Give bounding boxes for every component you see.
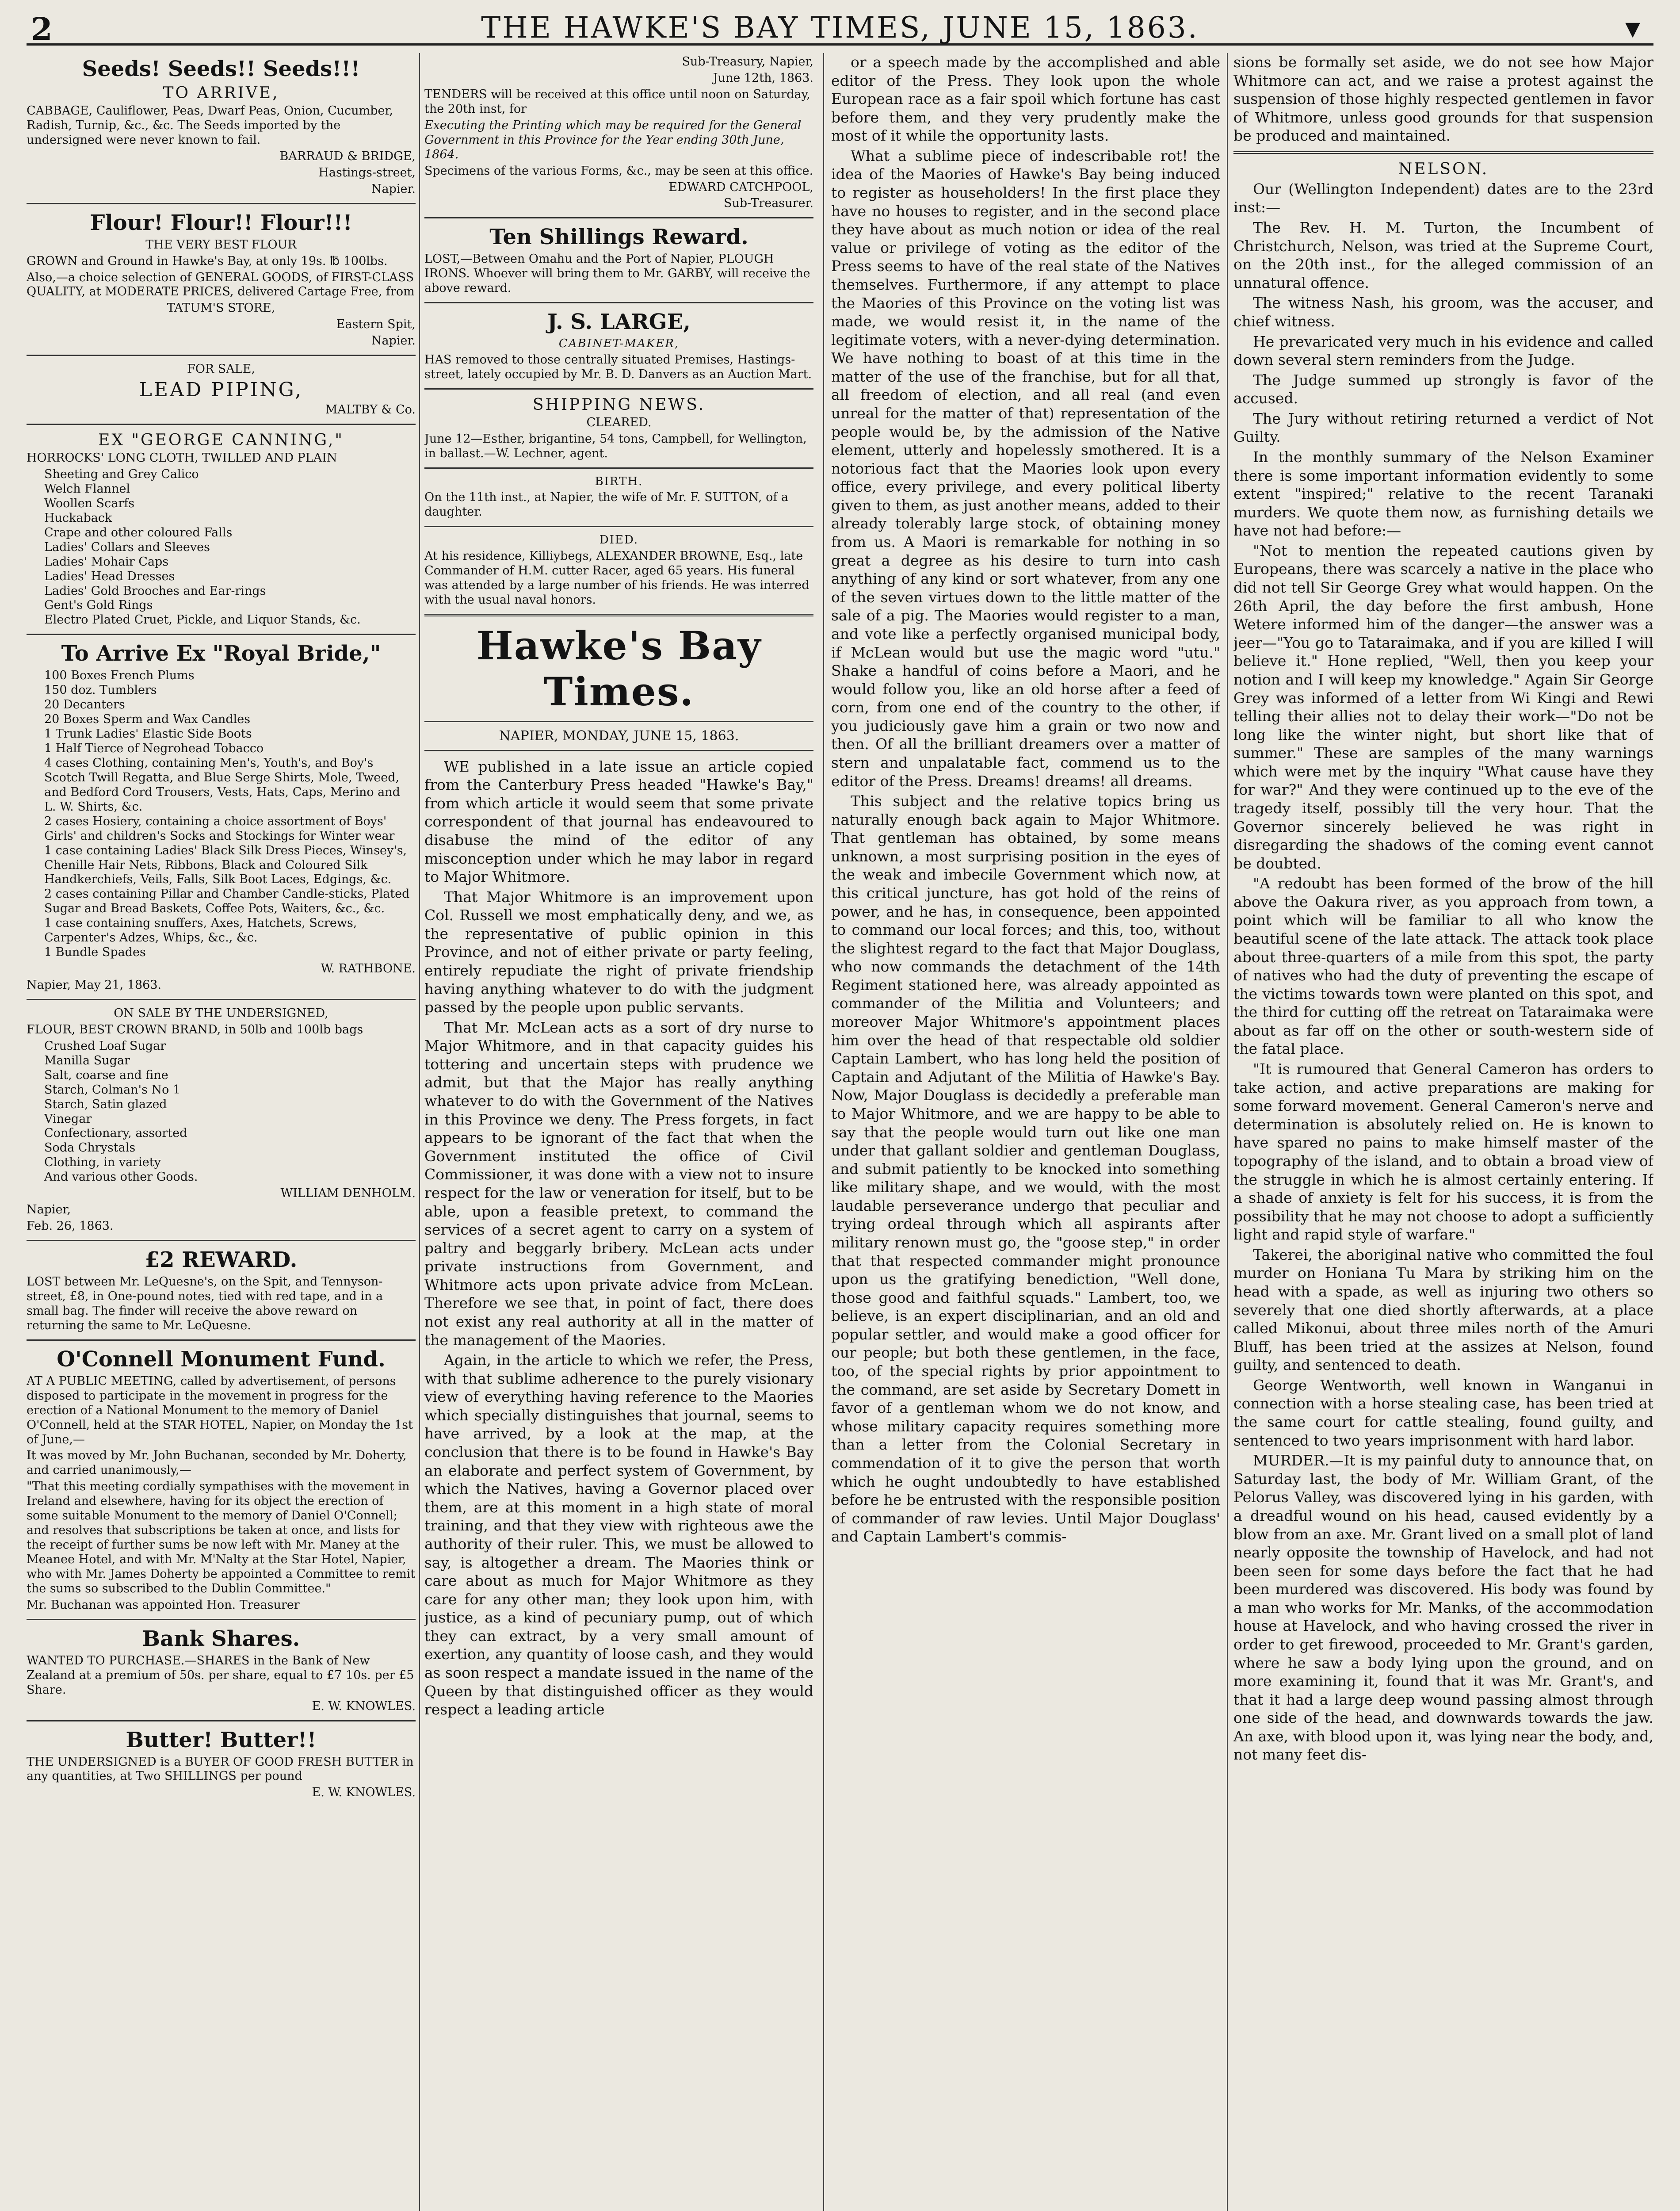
divider xyxy=(424,388,813,390)
ad-address: Hastings-street, xyxy=(318,165,416,180)
divider xyxy=(424,302,813,303)
ad-body: WANTED TO PURCHASE.—SHARES in the Bank of New Zealand at a premium of 50s. per share, equal to £7 10s. per £5 Share. xyxy=(27,1653,414,1697)
corner-arrow-icon: ▼ xyxy=(1625,18,1640,40)
list-item: Starch, Colman's No 1 xyxy=(44,1083,181,1097)
list-item: Salt, coarse and fine xyxy=(44,1068,168,1082)
banner-title: Hawke's Bay Times. xyxy=(476,622,762,715)
divider xyxy=(27,1720,416,1721)
ad-flour xyxy=(27,210,416,349)
list-item: Sheeting and Grey Calico xyxy=(44,467,199,481)
ad-body: AT A PUBLIC MEETING, called by advertisement, of persons disposed to participate in the movement in progress for the erection of a National Monument to the memory of Daniel O'Connell, held at the STAR HOTEL, Napier, on Monday the 1st of June,— xyxy=(27,1374,413,1446)
ad-seeds xyxy=(27,57,416,197)
article-paragraph: He prevaricated very much in his evidence and called down several stern reminders from the Judge. xyxy=(1233,333,1653,369)
ad-butter xyxy=(27,1728,416,1801)
ad-body: Executing the Printing which may be required for the General Government in this Province for the Year ending 30th June, 1864. xyxy=(424,118,802,161)
column-1 xyxy=(27,53,416,2211)
ad-heading: ON SALE BY THE UNDERSIGNED, xyxy=(114,1006,328,1020)
notice-body: At his residence, Killiybegs, ALEXANDER BROWNE, Esq., late Commander of H.M. cutter Racer, aged 65 years. His funeral was attended by a large number of his friends. He was interred with the usual naval honors. xyxy=(424,549,809,607)
ad-royal-bride xyxy=(27,641,416,993)
divider xyxy=(27,1339,416,1341)
list-item: Ladies' Mohair Caps xyxy=(44,555,169,569)
divider xyxy=(27,1240,416,1241)
dateline: NAPIER, MONDAY, JUNE 15, 1863. xyxy=(499,728,739,744)
ad-heading: J. S. LARGE, xyxy=(547,310,691,335)
ad-body: Mr. Buchanan was appointed Hon. Treasurer xyxy=(27,1598,300,1612)
column-rule xyxy=(823,53,824,2211)
article-paragraph: or a speech made by the accomplished and able editor of the Press. They look upon the whole European race as a fair spoil which fortune has cast before them, and they very prudently make the most of it while the opportunity lasts. xyxy=(831,54,1220,145)
list-item: 4 cases Clothing, containing Men's, Youth's, and Boy's Scotch Twill Regatta, and Blue Serge Shirts, Mole, Tweed, and Bedford Cord Trousers, Vests, Hats, Caps, Merino and L. W. Shirts, &c. xyxy=(44,756,400,814)
column-3 xyxy=(831,53,1220,2211)
divider xyxy=(27,1619,416,1620)
ad-denholm xyxy=(27,1006,416,1234)
ad-heading: Bank Shares. xyxy=(142,1626,300,1651)
article-paragraph: WE published in a late issue an article copied from the Canterbury Press headed "Hawke's Bay," from which article it would seem that some private correspondent of that journal has endeavoured to disabuse the mind of the editor of any misconception under which he may labor in regard to Major Whitmore. xyxy=(424,757,813,886)
divider xyxy=(424,721,813,722)
list-item: Ladies' Collars and Sleeves xyxy=(44,540,210,554)
ad-heading: EX "GEORGE CANNING," xyxy=(98,431,344,450)
section-body: June 12—Esther, brigantine, 54 tons, Campbell, for Wellington, in ballast.—W. Lechner, agent. xyxy=(424,432,807,460)
divider xyxy=(424,750,813,751)
ad-body: LOST,—Between Omahu and the Port of Napier, PLOUGH IRONS. Whoever will bring them to Mr. GARBY, will receive the above reward. xyxy=(424,252,810,295)
list-item: Starch, Satin glazed xyxy=(44,1097,167,1111)
ad-ten-shillings xyxy=(424,225,813,296)
shipping-news xyxy=(424,396,813,461)
birth-notice xyxy=(424,475,813,520)
divider xyxy=(424,467,813,469)
ad-date: June 12th, 1863. xyxy=(713,71,813,85)
ad-heading: Butter! Butter!! xyxy=(126,1727,317,1752)
ad-subheading: FOR SALE, xyxy=(187,362,255,376)
list-item: 150 doz. Tumblers xyxy=(44,683,157,697)
ad-office: Sub-Treasury, Napier, xyxy=(682,55,813,69)
item-list xyxy=(27,1039,416,1185)
ad-tender xyxy=(424,55,813,211)
article-paragraph: In the monthly summary of the Nelson Examiner there is some important information evidently to some extent "inspired;" relative to the recent Taranaki murders. We quote them now, as furnishing details we have not had before:— xyxy=(1233,448,1653,539)
item-list xyxy=(27,669,416,960)
ad-signature: E. W. KNOWLES. xyxy=(312,1699,416,1713)
ad-heading: Seeds! Seeds!! Seeds!!! xyxy=(82,57,360,81)
page-title: THE HAWKE'S BAY TIMES, JUNE 15, 1863. xyxy=(481,11,1199,45)
list-item: Confectionary, assorted xyxy=(44,1126,187,1140)
masthead xyxy=(27,8,1653,46)
ad-oconnell-fund xyxy=(27,1347,416,1613)
list-item: Ladies' Head Dresses xyxy=(44,569,175,583)
ad-bank-shares xyxy=(27,1626,416,1714)
list-item: Crushed Loaf Sugar xyxy=(44,1039,166,1053)
article-paragraph: This subject and the relative topics bring us naturally enough back again to Major Whitmore. That gentleman has obtained, by some means unknown, a most surprising position in the eyes of the weak and imbecile Government which now, at this critical juncture, has got hold of the reins of power, and he has, in consequence, been appointed to command our local forces; and this, too, without the slightest regard to the fact that Major Douglass, who now commands the detachment of the 14th Regiment stationed here, was already appointed as commander of the Militia and Volunteers; and moreover Major Whitmore's appointment places him over the head of that respectable old soldier Captain Lambert, who has long held the position of Captain and Adjutant of the Militia of Hawke's Bay. Now, Major Douglass is decidedly a preferable man to Major Whitmore, and we are happy to be able to say that the people would turn out like one man under that gallant soldier and gentleman Douglass, and submit patiently to be knocked into something like military shape, and we would, with the most laudable perseverance undergo that peculiar and trying ordeal through which all aspirants after military renown must go, the "goose step," in order that that respected commander might pronounce upon us the gratifying benediction, "Well done, those good and faithful squads." Lambert, too, we believe, is an expert disciplinarian, and an old and popular settler, and would make a good officer for our people; but both these gentlemen, in the face, too, of the special rights by prior appointment to the command, are set aside by Secretary Domett in favor of a gentleman whom we do not know, and whose military capacity requires something more than a letter from the Colonial Secretary in commendation of it to give the person that worth which he ought undoubtedly to have established before he be entrusted with the responsible position of commander of raw levies. Until Major Douglass' and Captain Lambert's commis- xyxy=(831,792,1220,1545)
column-rule xyxy=(1227,53,1228,2211)
column-2 xyxy=(424,53,813,2211)
section-heading: SHIPPING NEWS. xyxy=(532,395,706,414)
item-list xyxy=(27,467,416,627)
list-item: Woollen Scarfs xyxy=(44,496,135,510)
list-item: Huckaback xyxy=(44,511,112,525)
editorial-end: sions be formally set aside, we do not see how Major Whitmore can act, and we raise a protest against the suspension of those highly respected gentlemen in favor of Whitmore, unless good grounds for that suspension be produced and maintained. xyxy=(1233,54,1653,145)
list-item: Welch Flannel xyxy=(44,482,130,496)
list-item: 20 Decanters xyxy=(44,698,125,712)
ad-signature: E. W. KNOWLES. xyxy=(312,1786,416,1800)
ad-heading: To Arrive Ex "Royal Bride," xyxy=(61,641,381,666)
divider xyxy=(424,526,813,527)
section-heading: NELSON. xyxy=(1398,160,1489,178)
ad-signature: WILLIAM DENHOLM. xyxy=(280,1186,416,1201)
list-item: Ladies' Gold Brooches and Ear-rings xyxy=(44,584,266,598)
ad-heading: Ten Shillings Reward. xyxy=(489,225,748,250)
article-paragraph: Takerei, the aboriginal native who committed the foul murder on Honiana Tu Mara by striking him on the head with a spade, as well as injuring two others so severely that one died shortly afterwards, at a place called Mikonui, about three miles north of the Amuri Bluff, has been tried at the assizes at Nelson, found guilty, and sentenced to death. xyxy=(1233,1246,1653,1374)
editorial-article xyxy=(424,757,813,1719)
article-paragraph: What a sublime piece of indescribable rot! the idea of the Maories of Hawke's Bay being induced to register as householders! In the first place they have no houses to register, and in the second place they have about as much notion or idea of the real value or privilege of voting as the editor of the Press seems to have of the real state of the Natives themselves. Furthermore, if any attempt to place the Maories of this Province on the voting list was made, we would resist it, in the name of the legitimate voters, with a never-dying determination. We have nothing to boast of at this time in the matter of the use of the franchise, but for all that, all freedom of election, and all real (and even unreal for the matter of that) representation of the people would be, by the admission of the Native element, utterly and hopelessly smothered. It is a notorious fact that the Maories look upon every office, every privilege, and every political liberty given to them, as just another means, added to their already tolerably large stock, of obtaining money from us. A Maori is remarkable for nothing in so great a degree as his desire to turn into cash anything of any kind or sort whatever, from any one of the seven virtues down to the little matter of the sale of a pig. The Maories would register to a man, and vote like a perfectly organised municipal body, if McLean would but use the magic word "utu." Shake a handful of coins before a Maori, and he would follow you, like an old horse after a feed of corn, from one end of the country to the other, if you judiciously gave him a grain or two now and then. Of all the brilliant dreamers over a matter of stern and unpalatable fact, commend us to the editor of the Press. Dreams! dreams! all dreams. xyxy=(831,147,1220,790)
notice-body: On the 11th inst., at Napier, the wife of Mr. F. SUTTON, of a daughter. xyxy=(424,490,789,519)
divider xyxy=(27,203,416,204)
nelson-article xyxy=(1233,180,1653,1764)
article-paragraph: That Major Whitmore is an improvement upon Col. Russell we most emphatically deny, and we, as the representative of public opinion in this Province, and not of either private or party feeling, entirely repudiate the right of private friendship having anything whatever to do with the judgment passed by the people upon public servants. xyxy=(424,888,813,1016)
article-paragraph: The witness Nash, his groom, was the accuser, and chief witness. xyxy=(1233,294,1653,330)
ad-town: Napier. xyxy=(371,334,416,348)
ad-town: Napier. xyxy=(371,182,416,196)
article-paragraph: The Jury without retiring returned a verdict of Not Guilty. xyxy=(1233,409,1653,446)
ad-signature: MALTBY & Co. xyxy=(325,403,416,417)
ad-lead: HORROCKS' LONG CLOTH, TWILLED AND PLAIN xyxy=(27,451,337,465)
ad-body: Also,—a choice selection of GENERAL GOODS, of FIRST-CLASS QUALITY, at MODERATE PRICES, delivered Cartage Free, from xyxy=(27,270,415,299)
article-paragraph: "Not to mention the repeated cautions given by Europeans, there was scarcely a native in the place who did not tell Sir George Grey what would happen. On the 26th April, the day before the first ambush, Hone Wetere informed him of the danger—the answer was a jeer—"You go to Tataraimaka, and if you are killed I will believe it." Hone replied, "Well, then you keep your notion and I will keep my knowledge." Again Sir George Grey was informed of a letter from Wi Kingi and Rewi telling their allies not to delay their work—"Do not be long like the winter night, but short like that of summer." These are samples of the many warnings which were met by the inquiry "What cause have they for war?" And they were continued up to the eve of the tragedy itself, possibly till the very hour. That the Governor sincerely believed he was right in disregarding the shadows of the coming event cannot be doubted. xyxy=(1233,542,1653,872)
ad-date: Napier, May 21, 1863. xyxy=(27,978,162,992)
death-notice xyxy=(424,533,813,607)
section-subheading: CLEARED. xyxy=(586,415,652,429)
notice-heading: DIED. xyxy=(599,533,639,547)
ad-subheading: THE VERY BEST FLOUR xyxy=(145,237,297,252)
ad-body: CABBAGE, Cauliflower, Peas, Dwarf Peas, Onion, Cucumber, Radish, Turnip, &c., &c. The Seeds imported by the undersigned were never known to fail. xyxy=(27,104,393,147)
article-paragraph: The Rev. H. M. Turton, the Incumbent of Christchurch, Nelson, was tried at the Supreme Court, on the 20th inst., for the alleged commission of an unnatural offence. xyxy=(1233,219,1653,291)
ad-signature: BARRAUD & BRIDGE, xyxy=(279,149,416,163)
ad-heading: LEAD PIPING, xyxy=(139,379,303,402)
ad-signature: W. RATHBONE. xyxy=(321,962,416,976)
article-paragraph: That Mr. McLean acts as a sort of dry nurse to Major Whitmore, and in that capacity guides his tottering and uncertain steps with prudence we admit, but that the Major has really anything whatever to do with the Government of the Natives in this Province we deny. The Press forgets, in fact appears to be ignorant of the fact that when the Government instituted the office of Civil Commissioner, it was done with a view not to insure respect for the law or veneration for itself, but to be able, upon a feasible pretext, to command the services of a secret agent to carry on a system of paltry and beggarly bribery. McLean acts under private instructions from Government, and Whitmore acts upon private advice from McLean. Therefore we see that, in point of fact, there does not exist any real authority at all in the matter of the management of the Maories. xyxy=(424,1018,813,1349)
article-paragraph: "A redoubt has been formed of the brow of the hill above the Oakura river, as you approach from town, a point which will be familiar to all who know the beautiful scene of the late attack. The attack took place about three-quarters of a mile from this spot, the party of natives who had the duty of preventing the escape of the victims towards town were planted on this spot, and the third for cutting off the retreat on Tataraimaka were about as far off on the other or south-western side of the fatal place. xyxy=(1233,875,1653,1058)
column-4 xyxy=(1233,53,1653,2211)
ad-place: Napier, xyxy=(27,1203,71,1217)
article-paragraph: The Judge summed up strongly is favor of the accused. xyxy=(1233,371,1653,407)
ad-subheading: TO ARRIVE, xyxy=(163,84,279,102)
list-item: Manilla Sugar xyxy=(44,1053,130,1067)
list-item: And various other Goods. xyxy=(44,1170,198,1184)
ad-date: Feb. 26, 1863. xyxy=(27,1219,114,1233)
divider xyxy=(424,217,813,218)
list-item: 1 Half Tierce of Negrohead Tobacco xyxy=(44,742,264,755)
ad-store: TATUM'S STORE, xyxy=(167,301,275,315)
list-item: 20 Boxes Sperm and Wax Candles xyxy=(44,712,251,727)
list-item: Vinegar xyxy=(44,1112,92,1126)
ad-body: Specimens of the various Forms, &c., may be seen at this office. xyxy=(424,164,813,178)
divider xyxy=(1233,151,1653,154)
article-paragraph: George Wentworth, well known in Wanganui in connection with a horse stealing case, has been tried at the same court for cattle stealing, found guilty, and sentenced to two years imprisonment with hard labor. xyxy=(1233,1376,1653,1449)
article-paragraph: Our (Wellington Independent) dates are to the 23rd inst:— xyxy=(1233,180,1653,216)
ad-heading: £2 REWARD. xyxy=(145,1247,298,1272)
divider xyxy=(27,355,416,356)
ad-place: Eastern Spit, xyxy=(336,317,416,332)
ad-body: THE UNDERSIGNED is a BUYER OF GOOD FRESH BUTTER in any quantities, at Two SHILLINGS per pound xyxy=(27,1755,414,1783)
list-item: Crape and other coloured Falls xyxy=(44,525,233,539)
list-item: 1 Bundle Spades xyxy=(44,945,146,960)
list-item: 2 cases containing Pillar and Chamber Candle-sticks, Plated Sugar and Bread Baskets, Coffee Pots, Waiters, &c., &c. xyxy=(44,887,410,916)
ad-subheading: CABINET-MAKER, xyxy=(558,337,680,351)
page-number: 2 xyxy=(31,11,53,47)
list-item: 1 case containing snuffers, Axes, Hatchets, Screws, Carpenter's Adzes, Whips, &c., &c. xyxy=(44,916,357,945)
list-item: 1 Trunk Ladies' Elastic Side Boots xyxy=(44,727,252,741)
ad-body: It was moved by Mr. John Buchanan, seconded by Mr. Doherty, and carried unanimously,— xyxy=(27,1449,407,1477)
list-item: 2 cases Hosiery, containing a choice assortment of Boys' Girls' and children's Socks and Stockings for Winter wear xyxy=(44,814,395,843)
ad-role: Sub-Treasurer. xyxy=(724,196,813,210)
editorial-continuation xyxy=(831,53,1220,1546)
ad-lead-piping xyxy=(27,362,416,417)
ad-body: "That this meeting cordially sympathises with the movement in Ireland and elsewhere, having for its object the erection of some suitable Monument to the memory of Daniel O'Connell; and resolves that subscriptions be taken at once, and lists for the receipt of further sums be now left with Mr. Maney at the Meanee Hotel, and with Mr. M'Nalty at the Star Hotel, Napier, who with Mr. James Doherty be appointed a Committee to remit the sums so subscribed to the Dublin Committee." xyxy=(27,1480,416,1595)
ad-body: GROWN and Ground in Hawke's Bay, at only 19s. ℔ 100lbs. xyxy=(27,254,388,268)
ad-george-canning xyxy=(27,431,416,627)
column-rule xyxy=(419,53,420,2211)
newspaper-banner xyxy=(424,623,813,715)
ad-large xyxy=(424,310,813,382)
ad-body: HAS removed to those centrally situated Premises, Hastings-street, lately occupied by Mr. B. D. Danvers as an Auction Mart. xyxy=(424,352,812,381)
divider xyxy=(27,424,416,425)
ad-signature: EDWARD CATCHPOOL, xyxy=(668,180,813,194)
list-item: Electro Plated Cruet, Pickle, and Liquor Stands, &c. xyxy=(44,613,361,627)
divider xyxy=(424,614,813,616)
list-item: Gent's Gold Rings xyxy=(44,598,153,612)
article-paragraph: MURDER.—It is my painful duty to announce that, on Saturday last, the body of Mr. William Grant, of the Pelorus Valley, was discovered lying in his garden, with a dreadful wound on his head, caused evidently by a blow from an axe. Mr. Grant lived on a small plot of land nearly opposite the township of Havelock, and had not been seen for some days before the fact that he had been murdered was discovered. His body was found by a man who works for Mr. Manks, of the accommodation house at Havelock, and who having crossed the river in order to get firewood, proceeded to Mr. Grant's garden, where he saw a body lying upon the ground, and on more examining it, found that it was Mr. Grant's, and that it had a large deep wound passing almost through one side of the head, and downwards towards the jaw. An axe, with blood upon it, was lying near the body, and, not many feet dis- xyxy=(1233,1452,1653,1763)
divider xyxy=(27,634,416,635)
ad-reward xyxy=(27,1247,416,1333)
notice-heading: BIRTH. xyxy=(595,474,643,488)
list-item: Soda Chrystals xyxy=(44,1141,136,1155)
article-paragraph: "It is rumoured that General Cameron has orders to take action, and active preparations are making for some forward movement. General Cameron's nerve and determination is absolutely relied on. He is known to have spared no pains to make himself master of the topography of the island, and to obtain a broad view of the struggle in which he is almost certainly entering. If a shade of anxiety is felt for his success, it is from the possibility that he may not choose to adopt a sufficiently light and rapid style of warfare." xyxy=(1233,1060,1653,1243)
divider xyxy=(27,999,416,1000)
list-item: 1 case containing Ladies' Black Silk Dress Pieces, Winsey's, Chenille Hair Nets, Ribbons, Black and Coloured Silk Handkerchiefs, Veils, Falls, Silk Boot Laces, Edgings, &c. xyxy=(44,843,407,887)
article-paragraph: Again, in the article to which we refer, the Press, with that sublime adherence to the purely visionary view of everything having reference to the Maories which specially distinguishes that journal, seems to have arrived, by a look at the map, at the conclusion that there is to be found in Hawke's Bay an elaborate and perfect system of Government, by which the Natives, having a Governor placed over them, are at this moment in a high state of moral training, and that they view with righteous awe the authority of their ruler. This, we must be allowed to say, is altogether a dream. The Maories think or care about as much for Major Whitmore as they care for any other man; they look upon him, with justice, as a kind of pecuniary pump, out of which they can extract, by a very small amount of exertion, any quantity of loose cash, and they would as soon respect a mandate issued in the name of the Queen by that distinguished officer as they would respect a leading article xyxy=(424,1351,813,1718)
ad-body: LOST between Mr. LeQuesne's, on the Spit, and Tennyson-street, £8, in One-pound notes, tied with red tape, and in a small bag. The finder will receive the above reward on returning the same to Mr. LeQuesne. xyxy=(27,1275,383,1332)
ad-lead: FLOUR, BEST CROWN BRAND, in 50lb and 100lb bags xyxy=(27,1022,363,1037)
ad-body: TENDERS will be received at this office until noon on Saturday, the 20th inst, for xyxy=(424,87,810,116)
ad-heading: O'Connell Monument Fund. xyxy=(57,1346,386,1372)
list-item: Clothing, in variety xyxy=(44,1155,161,1170)
list-item: 100 Boxes French Plums xyxy=(44,669,195,683)
ad-heading: Flour! Flour!! Flour!!! xyxy=(90,210,352,235)
